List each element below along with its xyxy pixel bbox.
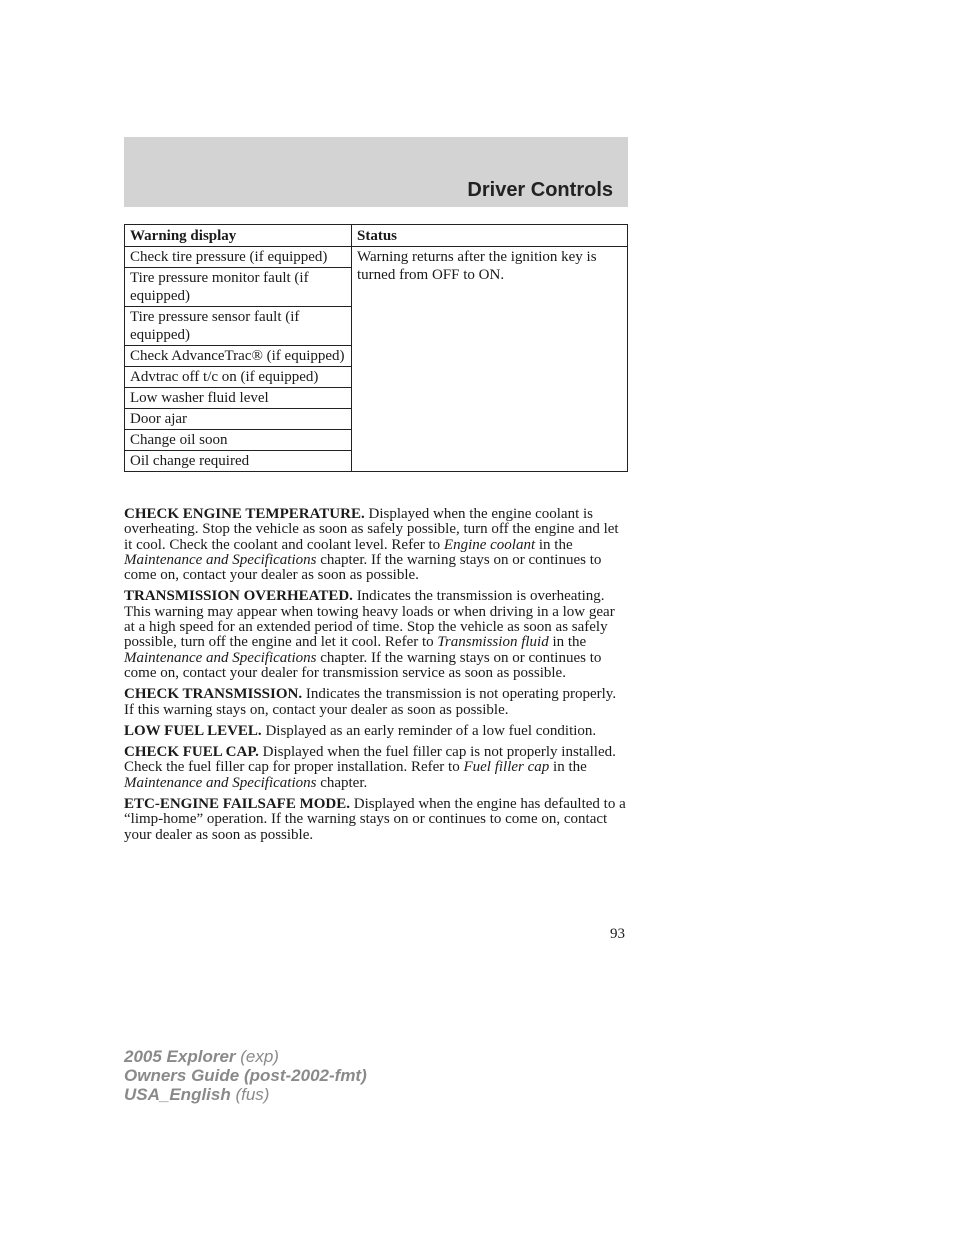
paragraph-text: chapter. If the warning stays on or continues to come on, contact your dealer as soon as possible. [124, 551, 602, 584]
paragraph-heading: CHECK FUEL CAP. [124, 744, 259, 761]
footer-model: 2005 Explorer [124, 1047, 236, 1066]
warning-cell: Low washer fluid level [125, 388, 352, 409]
warning-cell: Oil change required [125, 451, 352, 472]
reference-text: Engine coolant [443, 536, 536, 553]
footer-language: USA_English [124, 1085, 231, 1104]
warning-cell: Door ajar [125, 409, 352, 430]
paragraph-heading: CHECK ENGINE TEMPERATURE. [124, 506, 365, 522]
paragraph-text: chapter. If the warning stays on or continues to come on, contact your dealer for transmission service as soon as possible. [124, 649, 602, 681]
paragraph-heading: ETC-ENGINE FAILSAFE MODE. [124, 796, 350, 813]
footer-line-guide [124, 1066, 367, 1085]
footer-model-code: (exp) [235, 1047, 279, 1066]
warning-cell: Advtrac off t/c on (if equipped) [125, 367, 352, 388]
page-number: 93 [610, 926, 625, 942]
warning-table [124, 224, 628, 472]
paragraph-text: Displayed when the fuel filler cap is not properly installed. Check the fuel filler cap for proper installation. Refer to [124, 744, 616, 776]
reference-text: Maintenance and Specifications [124, 774, 317, 791]
paragraph-text: Displayed as an early reminder of a low fuel condition. [261, 722, 597, 739]
document-footer [124, 1047, 367, 1104]
warning-cell: Change oil soon [125, 430, 352, 451]
warning-cell: Check tire pressure (if equipped) [125, 247, 352, 268]
section-title: Driver Controls [467, 179, 613, 201]
table-header-row [125, 225, 628, 247]
warning-cell: Check AdvanceTrac® (if equipped) [125, 346, 352, 367]
footer-language-code: (fus) [230, 1085, 270, 1104]
paragraph-transmission-overheated [124, 589, 628, 681]
section-header [124, 137, 628, 207]
paragraph-heading: TRANSMISSION OVERHEATED. [124, 588, 353, 605]
footer-line-model [124, 1047, 367, 1066]
paragraph-check-engine-temperature [124, 507, 628, 583]
paragraph-text: Indicates the transmission is not operating properly. If this warning stays on, contact your dealer as soon as possible. [124, 686, 617, 718]
paragraph-text: chapter. [316, 774, 368, 791]
reference-text: Fuel filler cap [463, 759, 550, 776]
paragraph-text: in the [549, 759, 587, 776]
column-header-warning-display: Warning display [125, 225, 352, 247]
warning-cell: Tire pressure sensor fault (if equipped) [125, 307, 352, 346]
paragraph-text: in the [535, 536, 573, 553]
footer-line-language [124, 1085, 367, 1104]
warning-cell: Tire pressure monitor fault (if equipped) [125, 268, 352, 307]
paragraph-text: in the [548, 634, 587, 651]
footer-guide: Owners Guide (post-2002-fmt) [124, 1066, 367, 1085]
body-text [124, 507, 628, 849]
paragraph-check-fuel-cap [124, 745, 628, 791]
paragraph-text: Displayed when the engine has defaulted to a “limp-home” operation. If the warning stays on or continues to come on, contact your dealer as soon as possible. [124, 796, 626, 843]
paragraph-low-fuel-level [124, 724, 628, 739]
reference-text: Transmission fluid [437, 634, 549, 651]
paragraph-heading: LOW FUEL LEVEL. [124, 722, 262, 739]
reference-text: Maintenance and Specifications [124, 649, 317, 666]
column-header-status: Status [352, 225, 628, 247]
paragraph-heading: CHECK TRANSMISSION. [124, 686, 303, 703]
paragraph-text: Displayed when the engine coolant is overheating. Stop the vehicle as soon as safely possible, turn off the engine and let it cool. Check the coolant and coolant level. Refer to [124, 506, 619, 553]
paragraph-etc-engine-failsafe-mode [124, 797, 628, 843]
reference-text: Maintenance and Specifications [124, 551, 317, 568]
status-cell: Warning returns after the ignition key is turned from OFF to ON. [352, 247, 628, 472]
table-row [125, 247, 628, 268]
paragraph-check-transmission [124, 687, 628, 718]
paragraph-text: Indicates the transmission is overheating. This warning may appear when towing heavy loads or when driving in a low gear at a high speed for an extended period of time. Stop the vehicle as soon as safely possible, turn off the engine and let it cool. Refer to [124, 588, 615, 651]
